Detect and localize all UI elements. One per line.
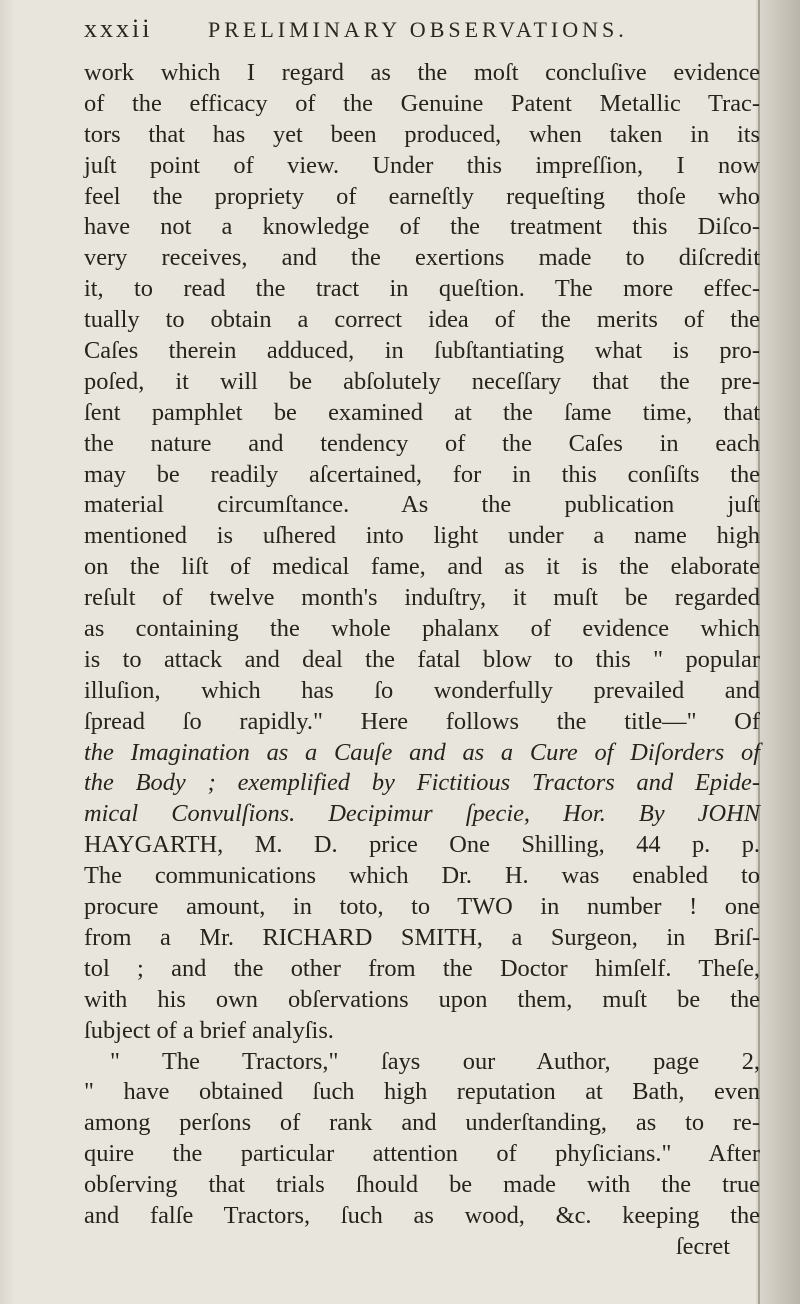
text-line-italic-title: the Imagination as a Cauſe and as a Cure of Diſorders of xyxy=(84,738,760,766)
text-line: reſult of twelve month's induſtry, it muſt be regarded xyxy=(84,584,760,612)
text-line: The communications which Dr. H. was enabled to xyxy=(84,862,760,890)
text-line: may be readily aſcertained, for in this conſiſts the xyxy=(84,460,760,488)
text-line: procure amount, in toto, to TWO in number ! one xyxy=(84,893,760,921)
text-line: is to attack and deal the fatal blow to this " popular xyxy=(84,645,760,673)
text-line: with his own obſervations upon them, muſt be the xyxy=(84,985,760,1013)
text-line: feel the propriety of earneſtly requeſting thoſe who xyxy=(84,182,760,210)
text-line: tol ; and the other from the Doctor himſelf. Theſe, xyxy=(84,954,760,982)
text-line: juſt point of view. Under this impreſſion, I now xyxy=(84,151,760,179)
text-line: obſerving that trials ſhould be made with the true xyxy=(84,1171,760,1199)
text-line: have not a knowledge of the treatment this Diſco- xyxy=(84,213,760,241)
text-line: tors that has yet been produced, when taken in its xyxy=(84,120,760,148)
text-line-italic-title: mical Convulſions. Decipimur ſpecie, Hor. By JOHN xyxy=(84,800,760,828)
text-line: work which I regard as the moſt concluſive evidence xyxy=(84,59,760,86)
text-line: " The Tractors," ſays our Author, page 2, xyxy=(110,1047,760,1075)
text-line: very receives, and the exertions made to diſcredit xyxy=(84,244,760,272)
text-line: ſubject of a brief analyſis. xyxy=(84,1016,334,1044)
text-line: it, to read the tract in queſtion. The more effec- xyxy=(84,275,760,303)
text-line: illuſion, which has ſo wonderfully prevailed and xyxy=(84,676,760,704)
text-line: quire the particular attention of phyſicians." After xyxy=(84,1140,760,1168)
text-line-italic-title: the Body ; exemplified by Fictitious Tractors and Epide- xyxy=(84,769,760,797)
catchword: ſecret xyxy=(675,1232,730,1260)
page-left-edge xyxy=(0,0,14,1304)
text-line: on the liſt of medical fame, and as it is the elaborate xyxy=(84,553,760,581)
text-line: tually to obtain a correct idea of the merits of the xyxy=(84,306,760,334)
running-title: PRELIMINARY OBSERVATIONS. xyxy=(208,17,628,42)
page-right-edge xyxy=(756,0,800,1304)
text-line: the nature and tendency of the Caſes in each xyxy=(84,429,760,457)
text-line: of the efficacy of the Genuine Patent Metallic Trac- xyxy=(84,89,760,117)
page-number: xxxii xyxy=(84,14,153,43)
text-line: ſent pamphlet be examined at the ſame time, that xyxy=(84,398,760,426)
text-line: material circumſtance. As the publication juſt xyxy=(84,491,760,519)
text-line: ſpread ſo rapidly." Here follows the title—" Of xyxy=(84,707,760,735)
text-line: " have obtained ſuch high reputation at Bath, even xyxy=(84,1078,760,1106)
text-line: poſed, it will be abſolutely neceſſary that the pre- xyxy=(84,367,760,395)
text-line: Caſes therein adduced, in ſubſtantiating what is pro- xyxy=(84,337,760,365)
running-header xyxy=(84,14,744,54)
text-line: from a Mr. RICHARD SMITH, a Surgeon, in Briſ- xyxy=(84,923,760,951)
text-line: HAYGARTH, M. D. price One Shilling, 44 p. p. xyxy=(84,831,760,859)
text-line: mentioned is uſhered into light under a name high xyxy=(84,522,760,550)
text-line: as containing the whole phalanx of evidence which xyxy=(84,615,760,643)
text-line: and falſe Tractors, ſuch as wood, &c. keeping the xyxy=(84,1201,760,1229)
text-line: among perſons of rank and underſtanding, as to re- xyxy=(84,1109,760,1137)
body-text xyxy=(84,58,760,1263)
